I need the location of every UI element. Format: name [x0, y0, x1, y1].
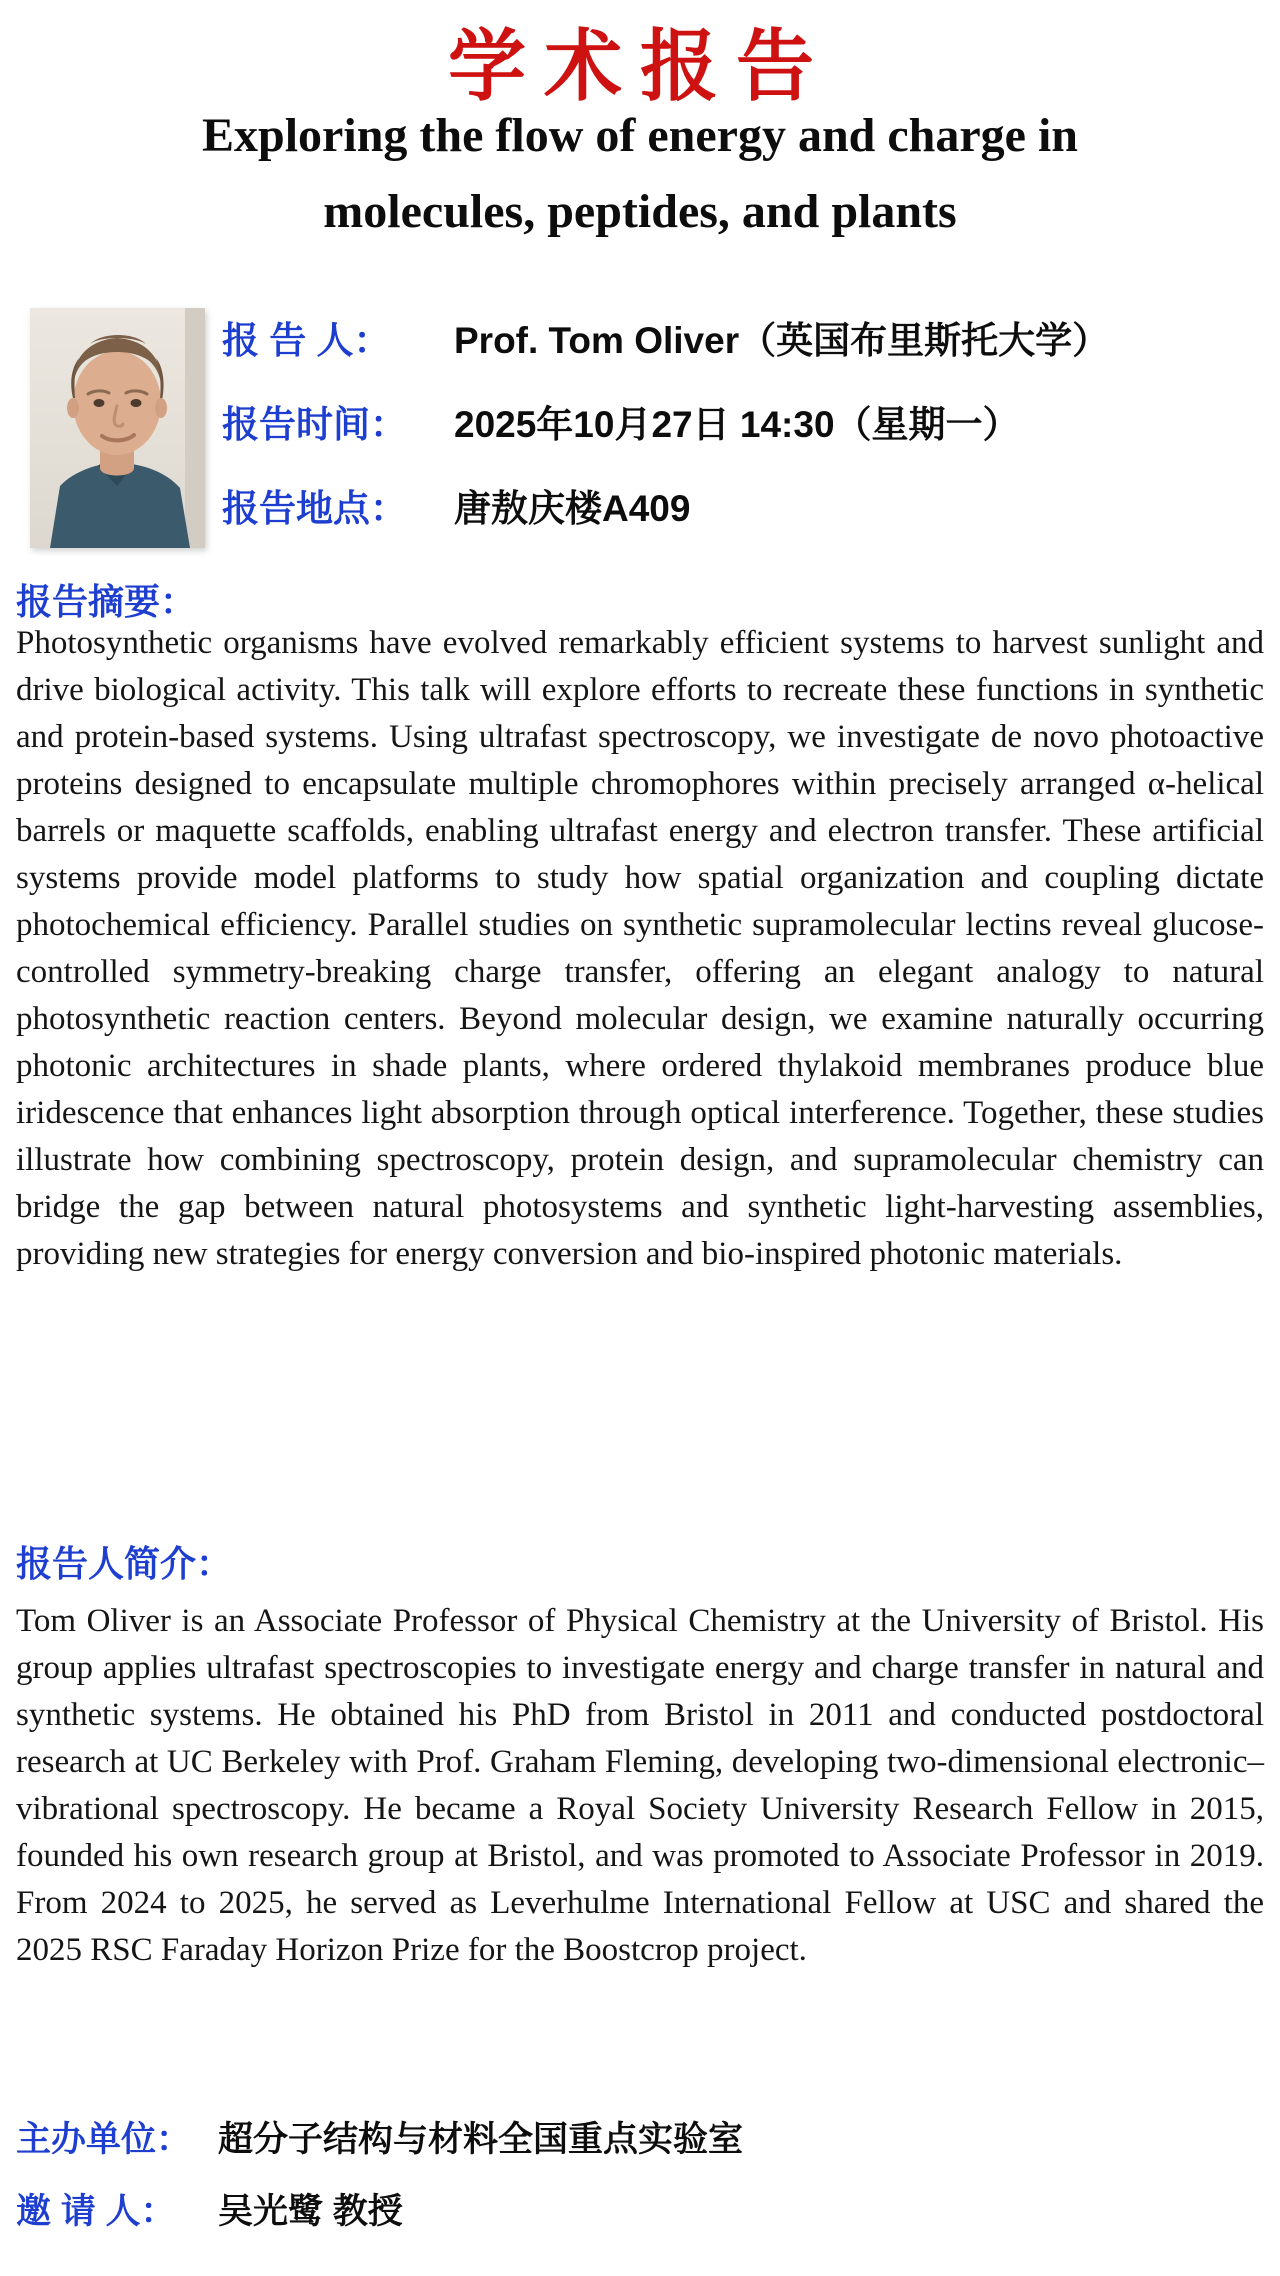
lecture-title-line2: molecules, peptides, and plants [323, 185, 957, 238]
speaker-value: Prof. Tom Oliver（英国布里斯托大学） [454, 320, 1110, 361]
time-label: 报告时间： [222, 404, 407, 445]
lecture-title-line1: Exploring the flow of energy and charge in [202, 109, 1078, 162]
page-title-chinese: 学术报告 [447, 23, 832, 110]
inviter-label: 邀 请 人： [16, 2192, 176, 2231]
speaker-photo [30, 308, 205, 548]
time-value: 2025年10月27日 14:30（星期一） [454, 404, 1020, 445]
speaker-photo-illustration [30, 308, 205, 548]
bio-heading: 报告人简介： [16, 1543, 233, 1584]
organizer-label: 主办单位： [16, 2120, 192, 2159]
inviter-row [16, 2184, 403, 2234]
inviter-value: 吴光鹭 教授 [218, 2192, 403, 2231]
location-value: 唐敖庆楼A409 [454, 488, 691, 529]
info-row-time [222, 394, 1020, 448]
organizer-row [16, 2112, 743, 2162]
info-row-location [222, 478, 690, 532]
lecture-title-english [0, 98, 1280, 250]
abstract-heading: 报告摘要： [16, 581, 197, 622]
location-label: 报告地点： [222, 488, 407, 529]
bio-text: Tom Oliver is an Associate Professor of Physical Chemistry at the University of Bristol. His group applies ultrafast spectroscopies to investigate energy and charge transfer in natural and synthetic systems. He obtained his PhD from Bristol in 2011 and conducted postdoctoral research at UC Berkeley with Prof. Graham Fleming, developing two-dimensional electronic–vibrational spectroscopy. He became a Royal Society University Research Fellow in 2015, founded his own research group at Bristol, and was promoted to Associate Professor in 2019. From 2024 to 2025, he served as Leverhulme International Fellow at USC and shared the 2025 RSC Faraday Horizon Prize for the Boostcrop project. [16, 1603, 1264, 1968]
speaker-label: 报 告 人： [222, 320, 391, 361]
abstract-text: Photosynthetic organisms have evolved remarkably efficient systems to harvest sunlight and drive biological activity. This talk will explore efforts to recreate these functions in synthetic and protein-based systems. Using ultrafast spectroscopy, we investigate de novo photoactive proteins designed to encapsulate multiple chromophores within precisely arranged α-helical barrels or maquette scaffolds, enabling ultrafast energy and electron transfer. These artificial systems provide model platforms to study how spatial organization and coupling dictate photochemical efficiency. Parallel studies on synthetic supramolecular lectins reveal glucose-controlled symmetry-breaking charge transfer, offering an elegant analogy to natural photosynthetic reaction centers. Beyond molecular design, we examine naturally occurring photonic architectures in shade plants, where ordered thylakoid membranes produce blue iridescence that enhances light absorption through optical interference. Together, these studies illustrate how combining spectroscopy, protein design, and supramolecular chemistry can bridge the gap between natural photosystems and synthetic light-harvesting assemblies, providing new strategies for energy conversion and bio-inspired photonic materials. [16, 625, 1264, 1272]
info-row-speaker [222, 310, 1109, 364]
organizer-value: 超分子结构与材料全国重点实验室 [218, 2120, 744, 2159]
